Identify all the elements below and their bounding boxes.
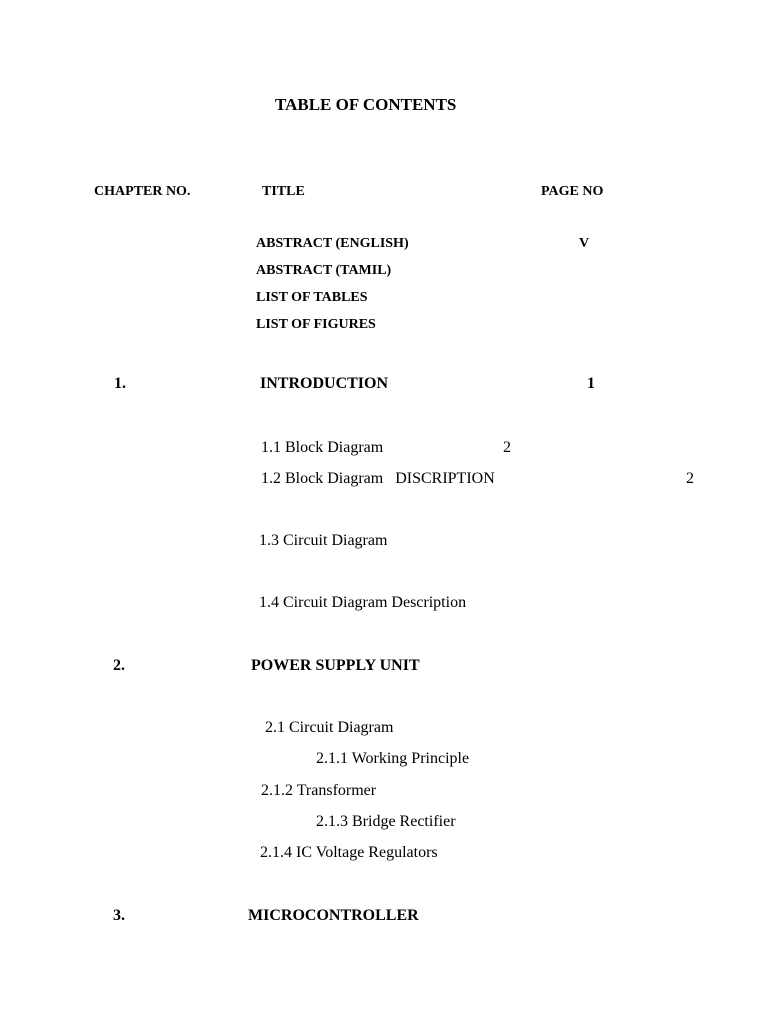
section-1-2-page: 2 <box>686 470 694 487</box>
page-title: TABLE OF CONTENTS <box>275 95 457 114</box>
chapter-1-title: INTRODUCTION <box>260 375 389 392</box>
section-1-3: 1.3 Circuit Diagram <box>259 532 388 549</box>
chapter-1-page: 1 <box>587 375 595 392</box>
chapter-3-number: 3. <box>113 907 125 924</box>
section-1-4: 1.4 Circuit Diagram Description <box>259 594 467 611</box>
header-chapter-no: CHAPTER NO. <box>94 184 191 199</box>
toc-page-abstract-english: V <box>579 236 590 251</box>
section-2-1-3: 2.1.3 Bridge Rectifier <box>316 813 456 830</box>
chapter-2-number: 2. <box>113 657 125 674</box>
chapter-1-number: 1. <box>114 375 126 392</box>
section-1-2: 1.2 Block Diagram DISCRIPTION <box>261 470 495 487</box>
header-page-no: PAGE NO <box>541 184 604 199</box>
chapter-3-title: MICROCONTROLLER <box>248 907 419 924</box>
chapter-2-title: POWER SUPPLY UNIT <box>251 657 420 674</box>
section-2-1-2: 2.1.2 Transformer <box>261 782 377 799</box>
section-2-1-4: 2.1.4 IC Voltage Regulators <box>260 844 438 861</box>
toc-entry-list-of-tables: LIST OF TABLES <box>256 290 368 305</box>
section-1-1-page: 2 <box>503 439 511 456</box>
toc-entry-list-of-figures: LIST OF FIGURES <box>256 317 376 332</box>
section-1-1: 1.1 Block Diagram <box>261 439 384 456</box>
section-2-1: 2.1 Circuit Diagram <box>265 719 394 736</box>
toc-entry-abstract-tamil: ABSTRACT (TAMIL) <box>256 263 392 278</box>
section-2-1-1: 2.1.1 Working Principle <box>316 750 470 767</box>
header-title: TITLE <box>262 184 305 199</box>
toc-entry-abstract-english: ABSTRACT (ENGLISH) <box>256 236 409 251</box>
